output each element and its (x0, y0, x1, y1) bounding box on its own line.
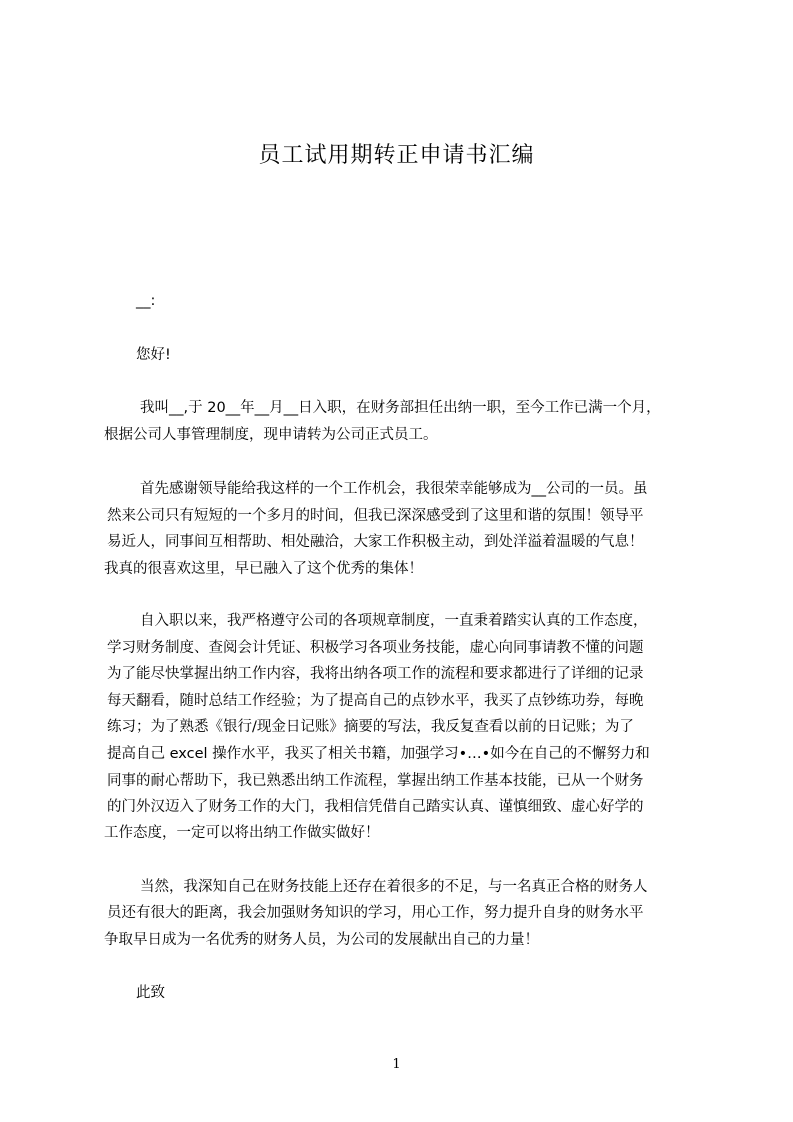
paragraph-2-line-1: 首先感谢领导能给我这样的一个工作机会，我很荣幸能够成为__公司的一员。虽 (140, 481, 648, 497)
paragraph-2-line-2: 然来公司只有短短的一个多月的时间，但我已深深感受到了这里和谐的氛围！领导平 (107, 508, 644, 524)
paragraph-1-line-2: 根据公司人事管理制度，现申请转为公司正式员工。 (104, 427, 438, 443)
paragraph-2-line-4: 我真的很喜欢这里，早已融入了这个优秀的集体！ (104, 561, 423, 577)
paragraph-4-line-2: 员还有很大的距离，我会加强财务知识的学习，用心工作，努力提升自身的财务水平 (107, 905, 644, 921)
page-title: 员工试用期转正申请书汇编 (258, 143, 535, 168)
paragraph-3-line-6: 提高自己 excel 操作水平，我买了相关书籍，加强学习•…•如今在自己的不懈努力和 (107, 746, 650, 762)
paragraph-4-line-1: 当然，我深知自己在财务技能上还存在着很多的不足，与一名真正合格的财务人 (140, 879, 648, 895)
paragraph-3-line-8: 的门外汉迈入了财务工作的大门，我相信凭借自己踏实认真、谨慎细致、虚心好学的 (107, 799, 644, 815)
paragraph-3-line-1: 自入职以来，我严格遵守公司的各项规章制度，一直秉着踏实认真的工作态度， (140, 613, 648, 629)
closing: 此致 (136, 985, 165, 1001)
paragraph-3-line-9: 工作态度，一定可以将出纳工作做实做好！ (104, 825, 380, 841)
paragraph-1-line-1: 我叫__,于 20__年__月__日入职，在财务部担任出纳一职，至今工作已满一个月， (140, 400, 661, 416)
paragraph-3-line-3: 为了能尽快掌握出纳工作内容，我将出纳各项工作的流程和要求都进行了详细的记录 (107, 666, 644, 682)
paragraph-4-line-3: 争取早日成为一名优秀的财务人员，为公司的发展献出自己的力量！ (104, 932, 539, 948)
paragraph-3-line-2: 学习财务制度、查阅会计凭证、积极学习各项业务技能，虚心向同事请教不懂的问题 (107, 640, 644, 656)
paragraph-3-line-4: 每天翻看，随时总结工作经验；为了提高自己的点钞水平，我买了点钞练功券，每晚 (107, 693, 644, 709)
greeting: 您好! (136, 347, 171, 363)
paragraph-3-line-5: 练习；为了熟悉《银行/现金日记账》摘要的写法，我反复查看以前的日记账；为了 (107, 719, 634, 735)
paragraph-2-line-3: 易近人，同事间互相帮助、相处融洽，大家工作积极主动，到处洋溢着温暖的气息！ (107, 534, 644, 550)
paragraph-3-line-7: 同事的耐心帮助下，我已熟悉出纳工作流程，掌握出纳工作基本技能，已从一个财务 (107, 773, 644, 789)
salutation: __: (136, 293, 156, 309)
page-number: 1 (392, 1057, 401, 1072)
